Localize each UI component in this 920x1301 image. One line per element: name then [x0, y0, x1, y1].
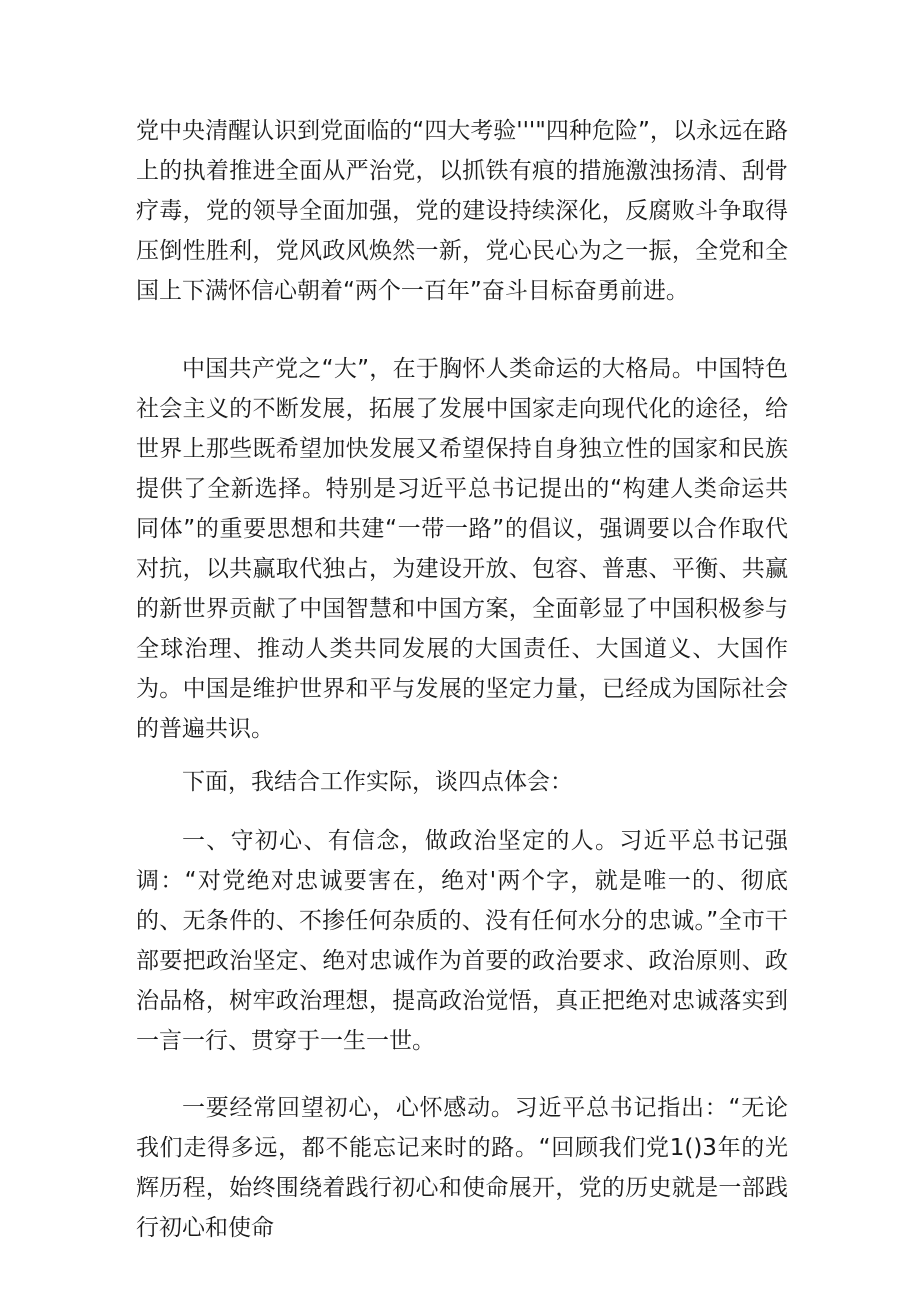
paragraph-sub-point: 一要经常回望初心，心怀感动。习近平总书记指出：“无论我们走得多远，都不能忘记来时的路。“回顾我们党1()3年的光辉历程，始终围绕着践行初心和使命展开，党的历史就是一部践行初心和使命 [136, 1095, 788, 1241]
body-text [136, 762, 788, 802]
paragraph-party-greatness: 中国共产党之“大”，在于胸怀人类命运的大格局。中国特色社会主义的不断发展，拓展了发展中国家走向现代化的途径，给世界上那些既希望加快发展又希望保持自身独立性的国家和民族提供了全新选择。特别是习近平总书记提出的“构建人类命运共同体”的重要思想和共建“一带一路”的倡议，强调要以合作取代对抗，以共赢取代独占，为建设开放、包容、普惠、平衡、共赢的新世界贡献了中国智慧和中国方案，全面彰显了中国积极参与全球治理、推动人类共同发展的大国责任、大国道义、大国作为。中国是维护世界和平与发展的坚定力量，已经成为国际社会的普遍共识。 [136, 356, 788, 742]
body-text [136, 821, 788, 1061]
paragraph-intro: 下面，我结合工作实际，谈四点体会： [182, 769, 573, 795]
body-text [136, 111, 788, 311]
paragraph-continuation: 党中央清醒认识到党面临的“四大考验'''"四种危险”，以永远在路上的执着推进全面从严治党，以抓铁有痕的措施激浊扬清、刮骨疗毒，党的领导全面加强，党的建设持续深化，反腐败斗争取得压倒性胜利，党风政风焕然一新，党心民心为之一振，全党和全国上下满怀信心朝着“两个一百年”奋斗目标奋勇前进。 [136, 118, 788, 304]
paragraph-point-one: 一、守初心、有信念，做政治坚定的人。习近平总书记强调：“对党绝对忠诚要害在，绝对'两个字，就是唯一的、彻底的、无条件的、不掺任何杂质的、没有任何水分的忠诚。”全市干部要把政治坚定、绝对忠诚作为首要的政治要求、政治原则、政治品格，树牢政治理想，提高政治觉悟，真正把绝对忠诚落实到一言一行、贯穿于一生一世。 [136, 828, 788, 1054]
body-text [136, 1088, 788, 1248]
body-text [136, 349, 788, 749]
